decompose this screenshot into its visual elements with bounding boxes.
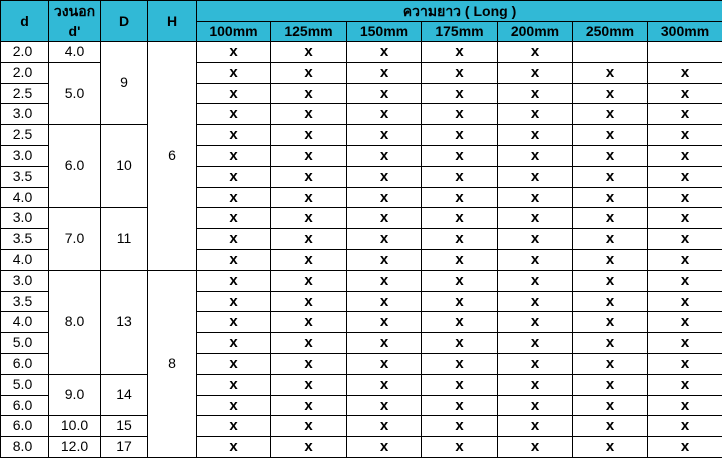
cell-mark: x — [197, 166, 271, 187]
cell-mark: x — [347, 166, 422, 187]
cell-mark: x — [648, 249, 722, 270]
cell-mark: x — [271, 395, 347, 416]
cell-mark: x — [347, 312, 422, 333]
header-length-6: 300mm — [648, 22, 722, 42]
cell-H: 6 — [148, 42, 197, 271]
cell-mark: x — [498, 125, 573, 146]
cell-mark: x — [347, 104, 422, 125]
cell-mark: x — [197, 104, 271, 125]
cell-d: 4.0 — [1, 249, 49, 270]
cell-mark: x — [347, 416, 422, 437]
cell-d: 4.0 — [1, 187, 49, 208]
cell-mark: x — [271, 312, 347, 333]
cell-mark: x — [498, 229, 573, 250]
cell-mark: x — [422, 42, 498, 63]
cell-mark: x — [422, 187, 498, 208]
table-row — [1, 374, 722, 395]
cell-mark: x — [271, 104, 347, 125]
cell-mark: x — [197, 374, 271, 395]
cell-mark: x — [648, 333, 722, 354]
cell-d: 2.5 — [1, 83, 49, 104]
header-d-prime-symbol: d' — [68, 23, 81, 39]
cell-mark: x — [648, 312, 722, 333]
cell-mark: x — [648, 62, 722, 83]
cell-mark: x — [498, 312, 573, 333]
cell-mark: x — [422, 208, 498, 229]
cell-mark: x — [422, 166, 498, 187]
cell-mark: x — [422, 333, 498, 354]
cell-d: 5.0 — [1, 374, 49, 395]
cell-mark: x — [422, 249, 498, 270]
cell-mark: x — [573, 270, 648, 291]
cell-d: 2.0 — [1, 42, 49, 63]
cell-mark: x — [573, 395, 648, 416]
cell-mark: x — [498, 374, 573, 395]
cell-mark: x — [648, 229, 722, 250]
cell-mark: x — [271, 229, 347, 250]
cell-mark: x — [347, 333, 422, 354]
table-row — [1, 208, 722, 229]
cell-mark: x — [573, 229, 648, 250]
cell-mark: x — [271, 333, 347, 354]
cell-mark: x — [271, 62, 347, 83]
cell-mark: x — [347, 208, 422, 229]
cell-mark: x — [197, 333, 271, 354]
cell-d-prime: 12.0 — [49, 437, 101, 458]
cell-d: 3.5 — [1, 166, 49, 187]
header-length-group: ความยาว ( Long ) — [197, 1, 722, 22]
cell-mark: x — [648, 416, 722, 437]
cell-mark: x — [197, 270, 271, 291]
cell-mark: x — [422, 312, 498, 333]
cell-mark: x — [573, 145, 648, 166]
header-length-5: 250mm — [573, 22, 648, 42]
cell-mark: x — [422, 395, 498, 416]
cell-mark: x — [573, 62, 648, 83]
cell-mark: x — [197, 42, 271, 63]
cell-mark: x — [197, 62, 271, 83]
header-length-4: 200mm — [498, 22, 573, 42]
table-row — [1, 42, 722, 63]
cell-mark: x — [498, 42, 573, 63]
cell-mark: x — [573, 166, 648, 187]
cell-mark: x — [648, 270, 722, 291]
header-length-1: 125mm — [271, 22, 347, 42]
cell-d: 6.0 — [1, 416, 49, 437]
cell-d: 3.0 — [1, 145, 49, 166]
cell-mark: x — [271, 125, 347, 146]
cell-mark: x — [648, 208, 722, 229]
cell-mark: x — [197, 291, 271, 312]
cell-mark: x — [347, 353, 422, 374]
cell-mark: x — [347, 187, 422, 208]
cell-mark: x — [573, 416, 648, 437]
cell-mark: x — [197, 312, 271, 333]
table-row — [1, 125, 722, 146]
cell-d-prime: 7.0 — [49, 208, 101, 270]
cell-d: 3.0 — [1, 208, 49, 229]
cell-mark: x — [648, 395, 722, 416]
cell-mark: x — [271, 353, 347, 374]
cell-d: 3.0 — [1, 270, 49, 291]
cell-mark: x — [573, 333, 648, 354]
cell-mark: x — [197, 249, 271, 270]
cell-mark: x — [648, 145, 722, 166]
cell-mark: x — [498, 395, 573, 416]
header-d-prime-thai: วงนอก — [53, 3, 96, 19]
cell-mark: x — [498, 166, 573, 187]
cell-mark: x — [197, 83, 271, 104]
cell-d: 5.0 — [1, 333, 49, 354]
header-length-2: 150mm — [347, 22, 422, 42]
cell-mark: x — [498, 437, 573, 458]
cell-mark: x — [271, 270, 347, 291]
cell-mark: x — [422, 83, 498, 104]
cell-d-prime: 4.0 — [49, 42, 101, 63]
cell-d-prime: 6.0 — [49, 125, 101, 208]
cell-mark: x — [197, 187, 271, 208]
cell-mark: x — [573, 208, 648, 229]
cell-mark: x — [347, 291, 422, 312]
cell-mark: x — [347, 62, 422, 83]
cell-mark: x — [648, 353, 722, 374]
cell-mark: x — [498, 104, 573, 125]
cell-mark: x — [573, 291, 648, 312]
cell-mark: x — [498, 270, 573, 291]
spec-body — [1, 42, 722, 458]
cell-mark: x — [197, 125, 271, 146]
cell-mark: x — [498, 145, 573, 166]
cell-mark: x — [648, 437, 722, 458]
cell-mark: x — [197, 437, 271, 458]
cell-mark: x — [271, 83, 347, 104]
cell-mark: x — [197, 416, 271, 437]
cell-mark: x — [573, 374, 648, 395]
cell-D: 10 — [101, 125, 148, 208]
cell-mark — [573, 42, 648, 63]
cell-mark: x — [271, 374, 347, 395]
header-length-0: 100mm — [197, 22, 271, 42]
cell-mark: x — [347, 145, 422, 166]
cell-mark: x — [271, 145, 347, 166]
cell-mark: x — [197, 229, 271, 250]
cell-mark: x — [347, 229, 422, 250]
cell-D: 15 — [101, 416, 148, 437]
cell-mark: x — [347, 437, 422, 458]
cell-mark: x — [197, 395, 271, 416]
cell-d-prime: 10.0 — [49, 416, 101, 437]
cell-mark: x — [422, 62, 498, 83]
cell-d-prime: 9.0 — [49, 374, 101, 416]
cell-mark: x — [498, 333, 573, 354]
cell-d: 8.0 — [1, 437, 49, 458]
cell-mark: x — [498, 416, 573, 437]
cell-mark: x — [347, 125, 422, 146]
cell-d-prime: 8.0 — [49, 270, 101, 374]
cell-mark: x — [573, 187, 648, 208]
header-d: d — [1, 1, 49, 42]
cell-mark: x — [498, 62, 573, 83]
cell-mark: x — [573, 125, 648, 146]
cell-mark: x — [498, 208, 573, 229]
cell-mark: x — [648, 104, 722, 125]
cell-D: 13 — [101, 270, 148, 374]
cell-d: 2.5 — [1, 125, 49, 146]
header-d-prime — [49, 1, 101, 42]
cell-mark: x — [573, 437, 648, 458]
cell-mark: x — [422, 437, 498, 458]
cell-mark: x — [347, 249, 422, 270]
cell-D: 11 — [101, 208, 148, 270]
cell-d: 2.0 — [1, 62, 49, 83]
cell-mark: x — [573, 353, 648, 374]
cell-mark — [648, 42, 722, 63]
cell-d: 6.0 — [1, 353, 49, 374]
table-row — [1, 270, 722, 291]
cell-D: 9 — [101, 42, 148, 125]
cell-mark: x — [271, 166, 347, 187]
cell-mark: x — [422, 416, 498, 437]
cell-mark: x — [271, 208, 347, 229]
cell-mark: x — [422, 104, 498, 125]
cell-mark: x — [347, 395, 422, 416]
cell-mark: x — [271, 437, 347, 458]
cell-mark: x — [422, 374, 498, 395]
cell-d: 6.0 — [1, 395, 49, 416]
cell-D: 17 — [101, 437, 148, 458]
cell-mark: x — [347, 83, 422, 104]
cell-mark: x — [498, 353, 573, 374]
cell-mark: x — [648, 83, 722, 104]
cell-mark: x — [573, 312, 648, 333]
cell-mark: x — [271, 187, 347, 208]
cell-mark: x — [271, 291, 347, 312]
cell-H: 8 — [148, 270, 197, 457]
cell-mark: x — [422, 145, 498, 166]
cell-d: 4.0 — [1, 312, 49, 333]
cell-d: 3.5 — [1, 291, 49, 312]
header-D: D — [101, 1, 148, 42]
cell-mark: x — [573, 83, 648, 104]
cell-mark: x — [347, 42, 422, 63]
cell-mark: x — [498, 187, 573, 208]
cell-mark: x — [347, 374, 422, 395]
cell-mark: x — [498, 249, 573, 270]
cell-mark: x — [271, 416, 347, 437]
header-row-top — [1, 1, 722, 22]
cell-mark: x — [648, 166, 722, 187]
cell-mark: x — [422, 353, 498, 374]
cell-mark: x — [271, 42, 347, 63]
cell-d-prime: 5.0 — [49, 62, 101, 124]
table-row — [1, 437, 722, 458]
cell-mark: x — [648, 187, 722, 208]
cell-mark: x — [648, 291, 722, 312]
header-H: H — [148, 1, 197, 42]
cell-D: 14 — [101, 374, 148, 416]
cell-mark: x — [197, 145, 271, 166]
cell-mark: x — [648, 125, 722, 146]
cell-mark: x — [422, 291, 498, 312]
cell-mark: x — [498, 83, 573, 104]
cell-mark: x — [197, 208, 271, 229]
cell-mark: x — [347, 270, 422, 291]
header-length-3: 175mm — [422, 22, 498, 42]
cell-mark: x — [422, 229, 498, 250]
cell-mark: x — [573, 104, 648, 125]
cell-mark: x — [573, 249, 648, 270]
cell-mark: x — [498, 291, 573, 312]
table-row — [1, 416, 722, 437]
cell-mark: x — [271, 249, 347, 270]
cell-d: 3.0 — [1, 104, 49, 125]
cell-mark: x — [648, 374, 722, 395]
cell-mark: x — [197, 353, 271, 374]
cell-mark: x — [422, 125, 498, 146]
cell-d: 3.5 — [1, 229, 49, 250]
cell-mark: x — [422, 270, 498, 291]
